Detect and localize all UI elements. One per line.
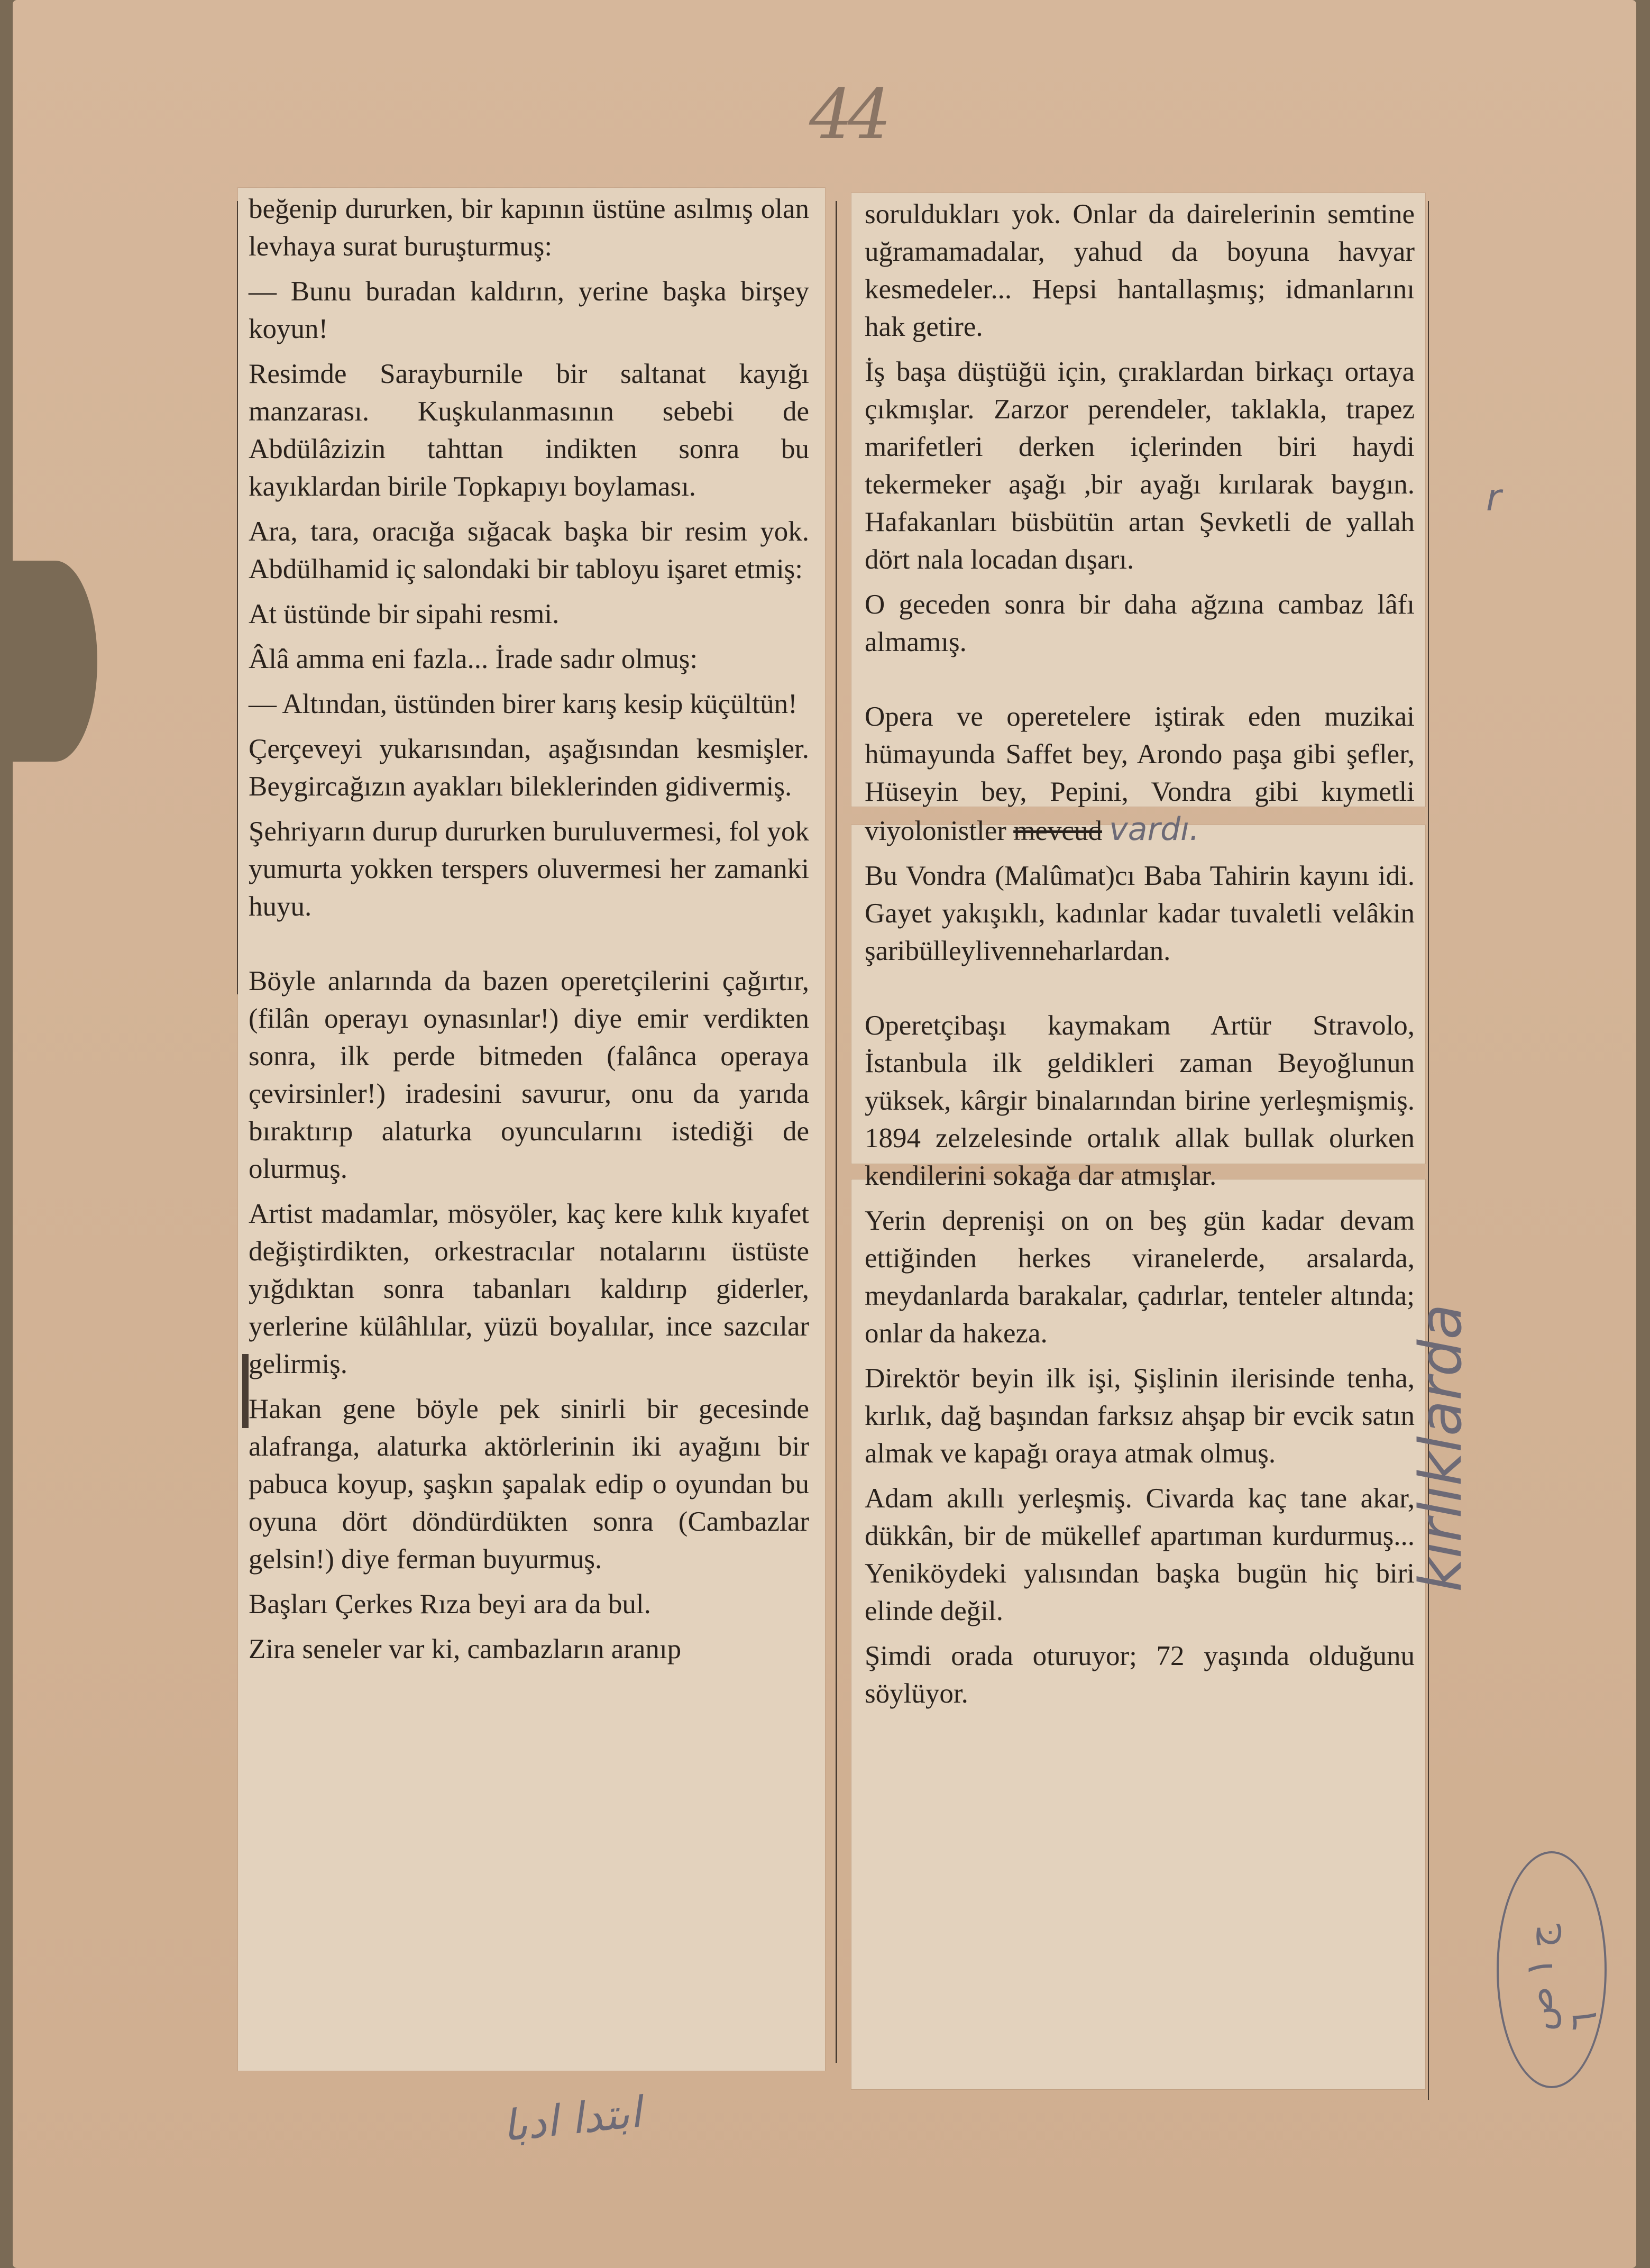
handwritten-oval-text: ج ١ ص ٦: [1520, 1924, 1605, 2031]
left-edge-line: [237, 201, 238, 994]
paragraph: Operetçibaşı kaymakam Artür Stravolo, İstanbula ilk geldikleri zaman Beyoğlunun yüksek, kârgir binalarından birine yerleşmişmiş. 1894 zelzelesinde ortalık allak bullak olurken kendilerini sokağa dar atmışlar.: [865, 1010, 1415, 1191]
paragraph: Çerçeveyi yukarısından, aşağısından kesmişler. Beygircağızın ayakları bileklerinden gidivermiş.: [249, 734, 809, 802]
paragraph: O geceden sonra bir daha ağzına cambaz lâfı almamış.: [865, 589, 1415, 657]
paragraph: — Altından, üstünden birer karış kesip küçültün!: [249, 689, 798, 719]
handwritten-margin-letter: r: [1486, 476, 1501, 519]
paragraph: At üstünde bir sipahi resmi.: [249, 599, 560, 629]
paragraph: Böyle anlarında da bazen operetçilerini çağırtır, (filân operayı oynasınlar!) diye emir verdikten sonra, ilk perde bitmeden (falânca operaya çevirsinler!) iradesini savurur, onu da yarıda bıraktırıp alaturka oyuncularını istediği de olurmuş.: [249, 966, 809, 1184]
paragraph: beğenip dururken, bir kapının üstüne asılmış olan levhaya surat buruşturmuş:: [249, 194, 809, 262]
paragraph: — Bunu buradan kaldırın, yerine başka birşey koyun!: [249, 276, 809, 344]
paragraph: Başları Çerkes Rıza beyi ara da bul.: [249, 1589, 651, 1620]
paragraph: Hakan gene böyle pek sinirli bir gecesinde alafranga, alaturka aktörlerinin iki ayağını bir pabuca koyup, şaşkın şapalak edip o oyundan bu oyuna dört döndürdükten sonra (Cambazlar gelsin!) diye ferman buyurmuş.: [249, 1394, 809, 1575]
paragraph-text: Opera ve operetelere iştirak eden muzikai hümayunda Saffet bey, Arondo paşa gibi şefler, Hüseyin bey, Pepini, Vondra gibi kıymetli viyolonistler: [865, 701, 1415, 846]
margin-mark: [242, 1354, 249, 1428]
paragraph: Adam akıllı yerleşmiş. Civarda kaç tane akar, dükkân, bir de mükellef apartıman kurdurmuş... Yeniköydeki yalısından başka bugün hiç biri elinde değil.: [865, 1483, 1415, 1626]
handwritten-bottom-note: ابتدا ادبا: [500, 2087, 644, 2151]
paragraph: Artist madamlar, mösyöler, kaç kere kılık kıyafet değiştirdikten, orkestracılar notalarını üstüste yığdıktan sonra tabanları kaldırıp giderler, yerlerine külâhlılar, yüzü boyalılar, ince sazcılar gelirmiş.: [249, 1199, 809, 1379]
paragraph: İş başa düştüğü için, çıraklardan birkaçı ortaya çıkmışlar. Zarzor perendeler, taklakla, trapez marifetleri derken içlerinden biri haydi tekermeker aşağı ,bir ayağı kırılarak baygın. Hafakanları büsbütün artan Şevketli de yallah dört nala locadan dışarı.: [865, 356, 1415, 575]
paragraph: Ara, tara, oracığa sığacak başka bir resim yok. Abdülhamid iç salondaki bir tabloyu işaret etmiş:: [249, 516, 809, 584]
paragraph: Âlâ amma eni fazla... İrade sadır olmuş:: [249, 644, 698, 674]
right-edge-line: [1428, 201, 1429, 2100]
right-column: [865, 196, 1415, 1720]
paragraph: Bu Vondra (Malûmat)cı Baba Tahirin kayını idi. Gayet yakışıklı, kadınlar kadar tuvaletli velâkin şaribülleylivenneharlardan.: [865, 861, 1415, 966]
paragraph: Direktör beyin ilk işi, Şişlinin ilerisinde tenha, kırlık, dağ başından farksız ahşap bir evcik satın almak ve kapağı oraya atmak olmuş.: [865, 1363, 1415, 1469]
handwritten-vertical-note: kırlıklarda: [1407, 1304, 1474, 1592]
handwritten-correction: vardı.: [1109, 811, 1199, 848]
paragraph: Yerin deprenişi on on beş gün kadar devam ettiğinden herkes viranelerde, arsalarda, meydanlarda barakalar, çadırlar, tenteler altında; onlar da hakeza.: [865, 1205, 1415, 1349]
paragraph: [865, 698, 1415, 850]
left-column: [249, 190, 809, 1676]
paragraph: Zira seneler var ki, cambazların aranıp: [249, 1634, 682, 1665]
paragraph: Şehriyarın durup dururken buruluvermesi, fol yok yumurta yokken terspers oluvermesi her zamanki huyu.: [249, 816, 809, 922]
struck-word: mevcud: [1013, 816, 1102, 846]
paragraph: Resimde Sarayburnile bir saltanat kayığı manzarası. Kuşkulanmasının sebebi de Abdülâzizin tahttan indikten sonra bu kayıklardan birile Topkapıyı boylaması.: [249, 359, 809, 502]
page-number: 44: [809, 74, 886, 154]
paragraph: soruldukları yok. Onlar da dairelerinin semtine uğramamadalar, yahud da boyuna havyar kesmedeler... Hepsi hantallaşmış; idmanlarını hak getire.: [865, 199, 1415, 342]
paragraph: Şimdi orada oturuyor; 72 yaşında olduğunu söylüyor.: [865, 1641, 1415, 1709]
column-divider: [836, 201, 837, 2063]
